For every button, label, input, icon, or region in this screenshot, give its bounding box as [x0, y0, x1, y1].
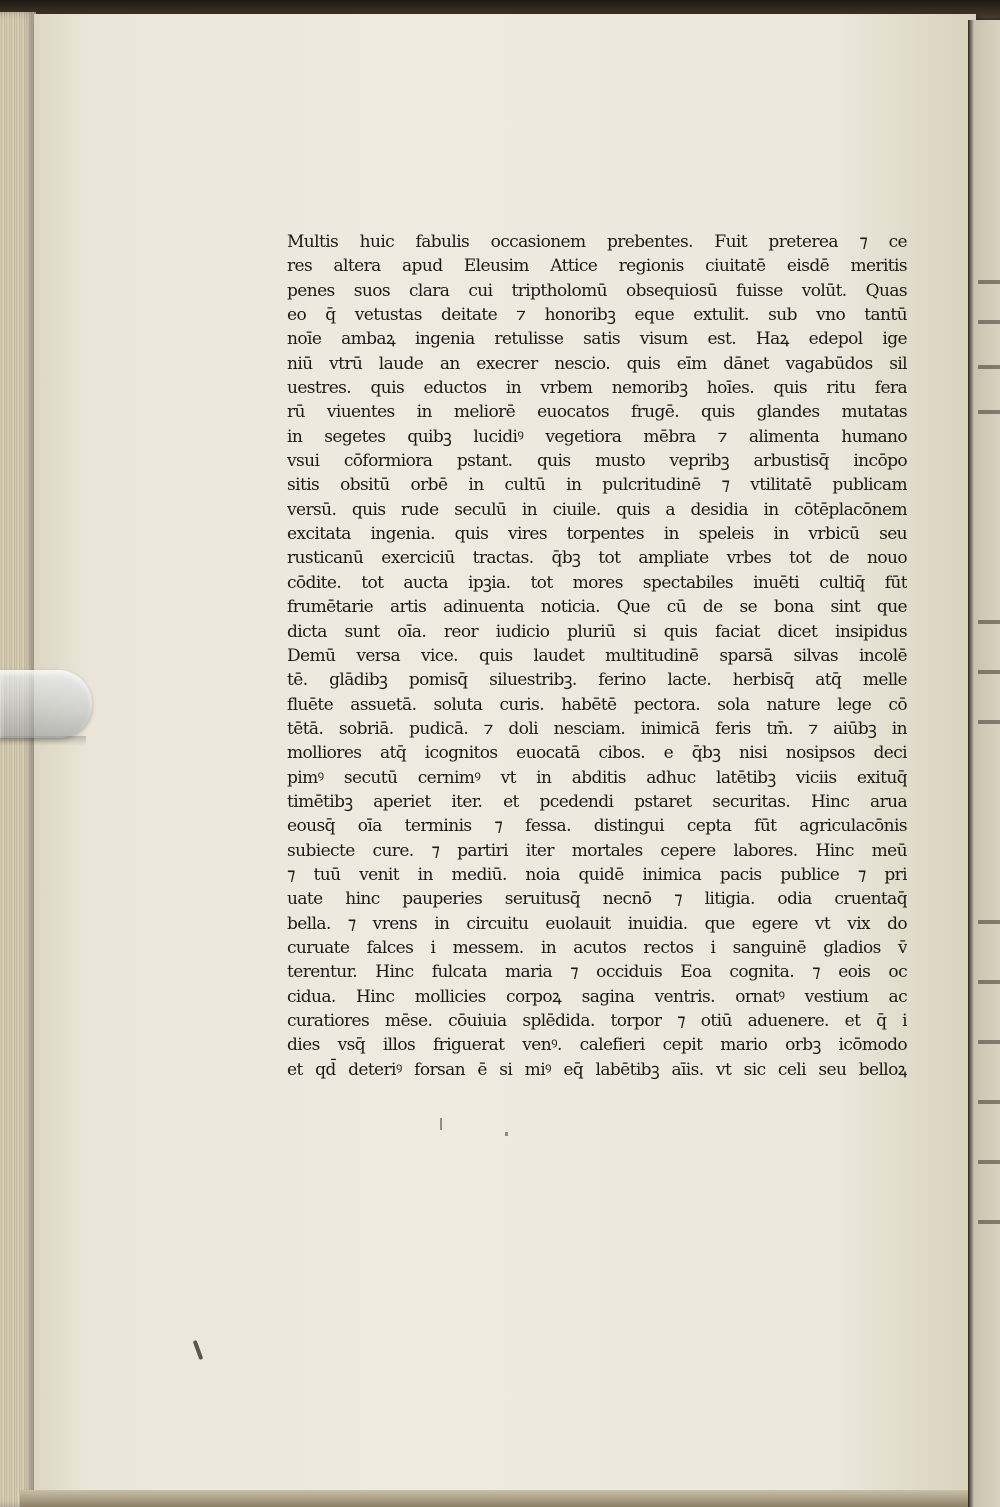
text-line: Demū versa vice. quis laudet multitudinē sparsā silvas incolē	[287, 645, 907, 666]
text-line: penes suos clara cui triptholomū obsequiosū fuisse volūt. Quas	[287, 280, 907, 301]
incunable-text-block	[287, 230, 907, 1082]
page-fore-edge	[0, 12, 36, 1507]
facing-text-fragment	[978, 670, 1000, 674]
text-line: versū. quis rude seculū in ciuile. quis a desidia in cōtēplacōnem	[287, 499, 907, 520]
text-line: rusticanū exerciciū tractas. q̄bꝫ tot ampliate vrbes tot de nouo	[287, 548, 907, 569]
ink-mark	[505, 1132, 508, 1136]
text-line: fluēte assuetā. soluta curis. habētē pectora. sola nature lege cō	[287, 694, 907, 715]
text-line: bella. ⁊ vrens in circuitu euolauit inuidia. que egere vt vix do	[287, 913, 907, 934]
facing-text-fragment	[978, 920, 1000, 924]
text-line: cōdite. tot aucta ipꝫia. tot mores spectabiles inuēti cultiq̄ fūt	[287, 572, 907, 593]
text-line: Multis huic fabulis occasionem prebentes. Fuit preterea ⁊ ce	[287, 232, 907, 252]
facing-text-fragment	[978, 365, 1000, 369]
text-line: res altera apud Eleusim Attice regionis ciuitatē eisdē meritis	[287, 256, 907, 277]
facing-page-edge	[968, 20, 1000, 1507]
text-line: vsui cōformiora pstant. quis musto vepribꝫ arbustisq̄ incōpo	[287, 451, 907, 472]
text-line: sitis obsitū orbē in cultū in pulcritudinē ⁊ vtilitatē publicam	[287, 475, 907, 496]
page-clip	[0, 670, 92, 738]
facing-text-fragment	[978, 410, 1000, 414]
ink-mark	[440, 1118, 442, 1130]
facing-text-fragment	[978, 720, 1000, 724]
facing-text-fragment	[978, 280, 1000, 284]
facing-text-fragment	[978, 1100, 1000, 1104]
text-line: molliores atq̄ icognitos euocatā cibos. e q̄bꝫ nisi nosipsos deci	[287, 743, 907, 764]
text-line: tētā. sobriā. pudicā. ⁊ doli nesciam. inimicā feris tm̄. ⁊ aiūbꝫ in	[287, 718, 907, 739]
facing-text-fragment	[978, 980, 1000, 984]
facing-text-fragment	[978, 1220, 1000, 1224]
text-line: dicta sunt oīa. reor iudicio pluriū si quis faciat dicet insipidus	[287, 621, 907, 642]
text-line: subiecte cure. ⁊ partiri iter mortales cepere labores. Hinc meū	[287, 840, 907, 861]
text-line: eousq̄ oīa terminis ⁊ fessa. distingui cepta fūt agriculacōnis	[287, 816, 907, 837]
text-line: timētibꝫ aperiet iter. et pcedendi pstaret securitas. Hinc arua	[287, 791, 907, 812]
text-line: rū viuentes in meliorē euocatos frugē. quis glandes mutatas	[287, 402, 907, 423]
facing-text-fragment	[978, 320, 1000, 324]
text-line: noīe ambaꝝ ingenia retulisse satis visum est. Haꝝ edepol ige	[287, 329, 907, 350]
facing-text-fragment	[978, 1040, 1000, 1044]
text-line: dies vsq̄ illos friguerat venꝰ. calefieri cepit mario orbꝫ icōmodo	[287, 1035, 907, 1056]
text-line: eo q̄ vetustas deitate ⁊ honoribꝫ eque extulit. sub vno tantū	[287, 305, 907, 326]
text-line: tē. glādibꝫ pomisq̄ siluestribꝫ. ferino lacte. herbisq̄ atq̄ melle	[287, 670, 907, 691]
text-line: in segetes quibꝫ lucidiꝰ vegetiora mēbra ⁊ alimenta humano	[287, 426, 907, 447]
facing-text-fragment	[978, 620, 1000, 624]
text-line: niū vtrū laude an execrer nescio. quis eīm dānet vagabūdos sil	[287, 353, 907, 374]
facing-text-fragment	[978, 1160, 1000, 1164]
text-line: et qd̄ deteriꝰ forsan ē si miꝰ eq̄ labētibꝫ aīis. vt sic celi seu belloꝝ	[287, 1059, 907, 1080]
text-line: uate hinc pauperies seruitusq̄ necnō ⁊ litigia. odia cruentaq̄	[287, 889, 907, 910]
text-line: ⁊ tuū venit in mediū. noia quidē inimica pacis publice ⁊ pri	[287, 864, 907, 885]
text-line: excitata ingenia. quis vires torpentes in speleis in vrbicū seu	[287, 524, 907, 545]
text-line: cidua. Hinc mollicies corpoꝝ sagina ventris. ornatꝰ vestium ac	[287, 986, 907, 1007]
text-line: pimꝰ secutū cernimꝰ vt in abditis adhuc latētibꝫ viciis exituq̄	[287, 767, 907, 788]
text-line: terentur. Hinc fulcata maria ⁊ occiduis Eoa cognita. ⁊ eois oc	[287, 962, 907, 983]
text-line: frumētarie artis adinuenta noticia. Que cū de se bona sint que	[287, 597, 907, 618]
page-bottom-edge	[20, 1490, 980, 1507]
text-line: curatiores mēse. cōuiuia splēdida. torpor ⁊ otiū aduenere. et q̄ i	[287, 1011, 907, 1031]
text-line: curuate falces i messem. in acutos rectos i sanguinē gladios v̄	[287, 937, 907, 958]
text-line: uestres. quis eductos in vrbem nemoribꝫ hoīes. quis ritu fera	[287, 378, 907, 399]
